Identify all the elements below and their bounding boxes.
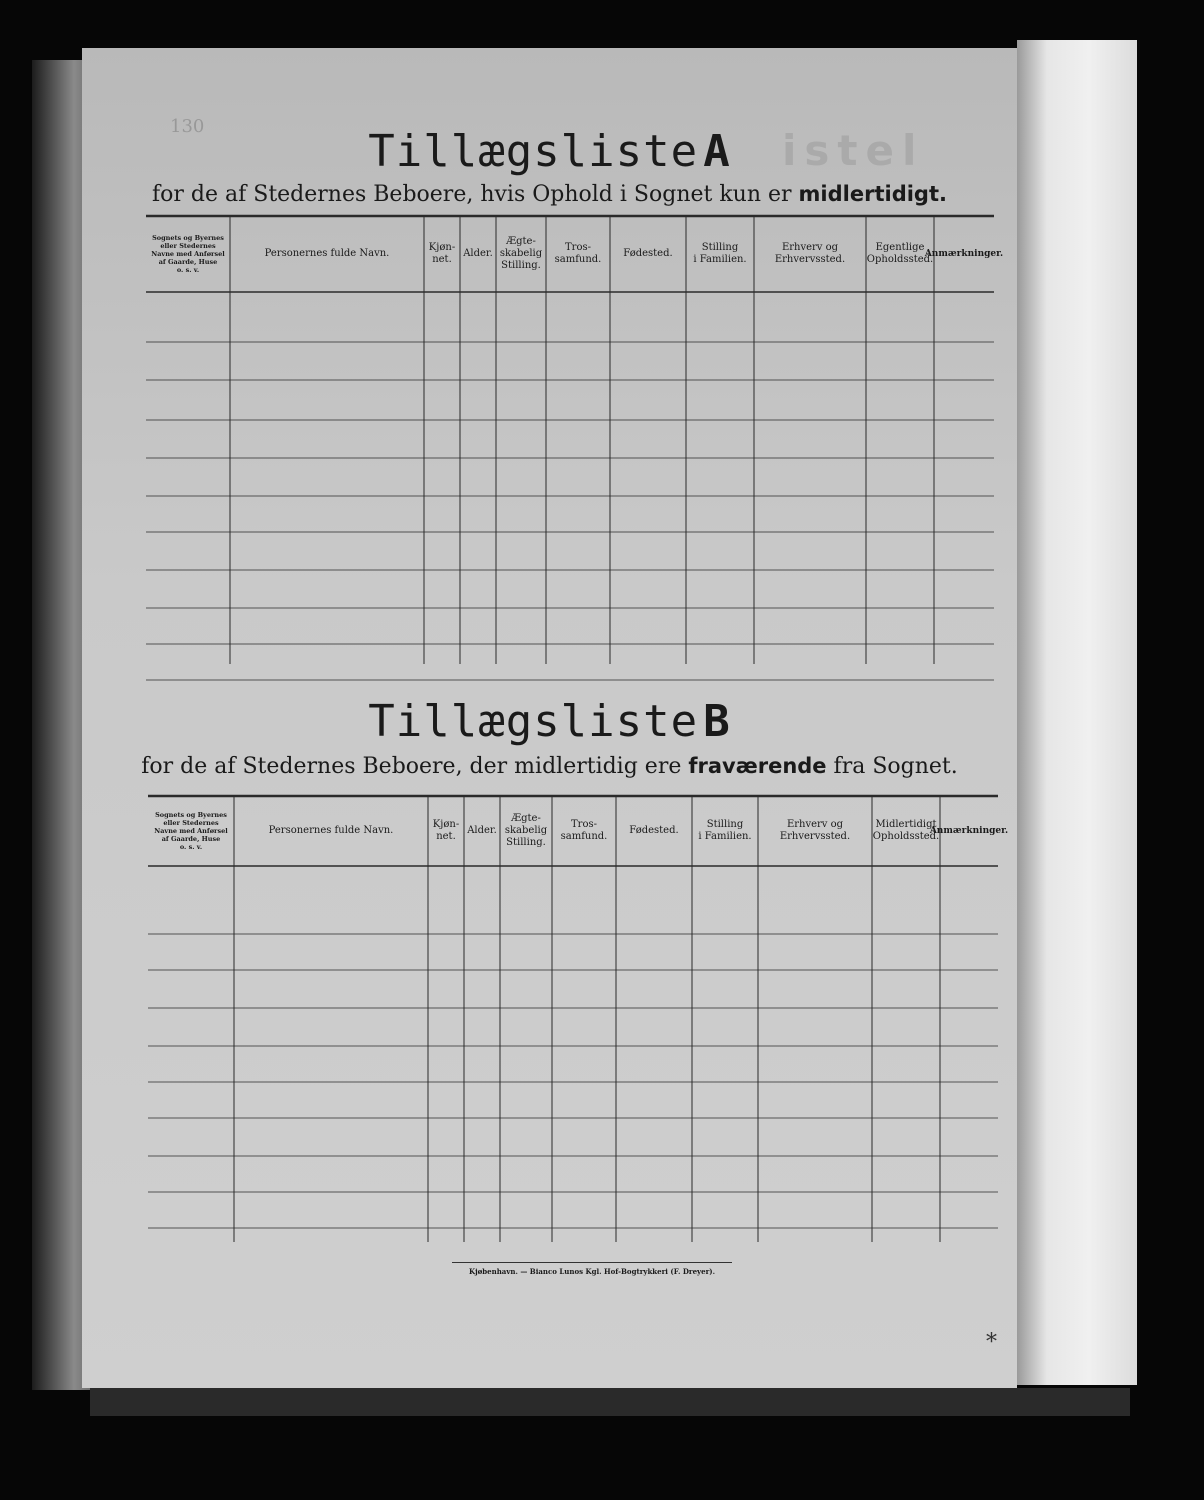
- faint-page-number: 130: [170, 116, 205, 137]
- list-a-title-main: Tillægsliste: [368, 126, 699, 177]
- list-b-column-header: Erhverv og Erhvervssted.: [779, 819, 851, 842]
- list-a-column-header: Sognets og Byernes eller Stedernes Navne med Anførsel af Gaarde, Huse o. s. v.: [151, 234, 225, 274]
- page-bottom-edge: [90, 1388, 1130, 1416]
- facing-page-edge: [1017, 40, 1137, 1385]
- list-a-column-header: Personernes fulde Navn.: [264, 248, 390, 259]
- list-b-column-header: Tros- samfund.: [560, 819, 608, 842]
- census-form-page: [82, 48, 1017, 1388]
- list-a-subtitle-text: for de af Stedernes Beboere, hvis Ophold i Sognet kun er: [152, 182, 792, 207]
- list-b-ruling: [148, 796, 1009, 1242]
- list-a-column-header: Tros- samfund.: [554, 242, 602, 265]
- list-b-column-header: Personernes fulde Navn.: [268, 825, 394, 836]
- list-a-column-header: Kjøn- net.: [428, 242, 456, 265]
- list-b-column-header: Sognets og Byernes eller Stedernes Navne med Anførsel af Gaarde, Huse o. s. v.: [154, 811, 228, 851]
- list-b-title-letter: B: [703, 696, 731, 747]
- list-b-column-header: Kjøn- net.: [432, 819, 460, 842]
- list-a-subtitle-emphasis: midlertidigt.: [798, 182, 947, 206]
- list-a-column-header: Fødested.: [623, 248, 673, 259]
- list-b-subtitle: [82, 754, 1017, 779]
- list-b-column-header: Alder.: [467, 825, 497, 836]
- list-b-column-header: Stilling i Familien.: [698, 819, 752, 842]
- list-a-subtitle: [82, 182, 1017, 207]
- margin-mark: *: [986, 1330, 997, 1355]
- list-a-column-header: Erhverv og Erhvervssted.: [774, 242, 846, 265]
- list-a-column-header: Alder.: [463, 248, 493, 259]
- list-b-subtitle-emphasis: fraværende: [688, 754, 827, 778]
- list-a-column-header: Ægte- skabelig Stilling.: [499, 236, 543, 271]
- list-a-column-header: Anmærkninger.: [924, 249, 1004, 259]
- list-b-column-header: Ægte- skabelig Stilling.: [504, 813, 548, 848]
- list-b-column-header: Midlertidigt Opholdssted.: [872, 819, 940, 842]
- list-b-column-header: Anmærkninger.: [929, 826, 1009, 836]
- list-b-title: [82, 696, 1017, 747]
- list-a-column-header: Stilling i Familien.: [693, 242, 747, 265]
- list-a-column-header: Egentlige Opholdssted.: [866, 242, 934, 265]
- list-b-title-main: Tillægsliste: [368, 696, 699, 747]
- list-b-subtitle-suffix: fra Sognet.: [833, 754, 958, 779]
- list-b-subtitle-text: for de af Stedernes Beboere, der midlertidig ere: [141, 754, 682, 779]
- printer-imprint: Kjøbenhavn. — Bianco Lunos Kgl. Hof-Bogtrykkeri (F. Dreyer).: [452, 1262, 732, 1276]
- list-a-title-letter: A: [703, 126, 731, 177]
- list-b-column-header: Fødested.: [629, 825, 679, 836]
- bleed-through-text: istel: [782, 126, 925, 175]
- list-a-title: [82, 126, 1017, 177]
